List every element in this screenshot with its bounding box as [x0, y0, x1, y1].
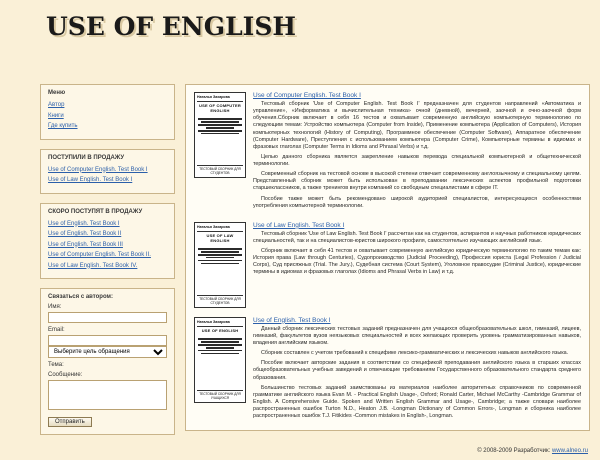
book-cover — [194, 222, 246, 308]
menu-title: Меню — [48, 90, 66, 96]
book-paragraph: Сборник включает в себя 41 тестов и охватывает современную английскую юридическую терминологию по таким темам как: История права (Law through Centuries), Судопроизводство (Judicial Proceeding), Профессия юриста (Legal Profession / Judicial Corps), Суд присяжных (Trial. The Jury.), Судебная система (Court System), Уголовное правосудие (Criminal Justice), юридические термины в идиомах и фразовых глаголах (Idioms and Phrasal Verbs in Law) и т.д. — [253, 248, 581, 276]
cover-title: USE OF COMPUTER ENGLISH — [199, 103, 241, 114]
book-paragraph: Тестовый сборник 'Use of Law English. Test Book I' рассчитан как на студентов, аспирантов и научных работников юридических специальностей, так и на специалистов-юристов широкого профиля, самостоятельно изучающих английский язык. — [253, 230, 581, 244]
book-paragraph: Пособие включает авторские задания в соответствии со спецификой преподавания английского языка в старших классах общеобразовательных учебных заведений и отвечающие требованиям Государственного образовательного стандарта среднего образования. — [253, 360, 581, 381]
cover-title: USE OF ENGLISH — [201, 328, 239, 334]
contact-form-box — [40, 288, 175, 435]
book-paragraph: Пособие также может быть рекомендовано широкой аудиторией специалистов, интересующихся особенностями употребления компьютерной терминологии. — [253, 195, 581, 209]
cover-text-placeholder — [197, 117, 243, 165]
cover-divider — [197, 231, 243, 232]
contact-form-title: Связаться с автором: — [48, 294, 113, 300]
book-body — [253, 222, 581, 308]
message-field[interactable] — [48, 380, 167, 410]
developer-link[interactable]: www.alneo.ru — [551, 448, 588, 454]
cover-title: USE OF LAW ENGLISH — [206, 233, 234, 244]
books-panel — [185, 84, 590, 431]
name-field[interactable] — [48, 312, 167, 323]
site-header — [0, 0, 600, 62]
book-body — [253, 317, 581, 424]
coming-soon-item-english-2[interactable]: Use of English. Test Book II — [48, 231, 122, 237]
email-field[interactable] — [48, 335, 167, 346]
coming-soon-item-law-english-4[interactable]: Use of Law English. Test Book IV. — [48, 262, 138, 269]
book-paragraph: Данный сборник лексических тестовых заданий предназначен для учащихся общеобразовательных школ, гимназий, лицеев, гимназий, факультетов вузов неязыковых специальностей и всех желающих проверить уровень грамматизированных навыков, владения английским языком. — [253, 325, 581, 346]
cover-footer: ТЕСТОВЫЙ СБОРНИК ДЛЯ УЧАЩИХСЯ — [197, 390, 243, 400]
book-title-link-computer-english-1[interactable]: Use of Computer English. Test Book I — [253, 92, 361, 99]
book-entry — [194, 317, 581, 424]
page-title: USE OF ENGLISH — [46, 12, 297, 41]
book-entry — [194, 222, 581, 308]
on-sale-item-computer-english-1[interactable]: Use of Computer English. Test Book I — [48, 166, 148, 173]
book-paragraph: Тестовый сборник 'Use of Computer English. Test Book I' предназначен для студентов направлений «Автоматика и управление», «Информатика и вычислительная техника» очной (дневной), вечерней, заочной и очно-заочной форм обучения.Сборник включает в себя 16 тестов и охватывает современную английскую компьютерную терминологию по следующим темам: Устройство компьютера (Computer from Inside), Применение компьютера (Application of Computers), История компьютерных технологий (History of Computing), Программное обеспечение (Computer Software), Аппаратное обеспечение (Computer Hardware), Преступления с использованием компьютера (Computer Crime), Компьютерные термины в идиомах и фразовых глаголах (Computer Terms in Idioms and Phrasal Verbs) и т.д. — [253, 101, 581, 150]
on-sale-title: ПОСТУПИЛИ В ПРОДАЖУ — [48, 154, 125, 161]
submit-button[interactable]: Отправить — [48, 417, 92, 427]
cover-text-placeholder — [197, 337, 243, 390]
on-sale-box — [40, 149, 175, 194]
cover-divider — [197, 101, 243, 102]
coming-soon-box — [40, 203, 175, 280]
name-label: Имя: — [48, 304, 62, 310]
coming-soon-item-english-1[interactable]: Use of English. Test Book I — [48, 220, 120, 227]
book-cover — [194, 92, 246, 178]
book-paragraph: Современный сборник на тестовой основе в высокой степени отвечает современному англоязычному и специальному целям. Представленный сборник может быть использован в преподавании лексических аспектов профильной подготовки старшеклассников, а также тренингов внутри компаний со свободным специалистами в сфере IT. — [253, 171, 581, 192]
book-title-link-english-1[interactable]: Use of English. Test Book I — [253, 316, 331, 324]
message-label: Сообщение: — [48, 372, 83, 378]
book-paragraph: Большинство тестовых заданий заимствованы из материалов наиболее авторитетных справочников по современной грамматике английского языка Evan M. - Practical English Usage-, Oxford; Ronald Carter, Michael McCarthy -Cambridge Grammar of English. A Comprehensive Guide. Spoken and Written English Grammar and Usage-, Cambridge; а также словари наиболее распространенных ошибок Turton N.D., Heaton J.B. -Longman Dictionary of Common Errors-, Longman и сборника наиболее распространенных ошибок T.J. Fitikides -Common mistakes in English-, Longman. — [253, 384, 581, 420]
copyright-text: © 2008-2009 Разработчик: — [477, 448, 551, 454]
coming-soon-item-computer-english-2[interactable]: Use of Computer English. Test Book II. — [48, 252, 151, 258]
cover-author: Наталья Захарова — [197, 95, 230, 99]
email-label: Email: — [48, 327, 65, 333]
book-cover — [194, 317, 246, 403]
coming-soon-item-english-3[interactable]: Use of English. Test Book III — [48, 241, 123, 248]
subject-label: Тема: — [48, 362, 64, 368]
content-area — [0, 62, 600, 444]
cover-text-placeholder — [197, 247, 243, 295]
menu-box — [40, 84, 175, 140]
book-paragraph: Сборник составлен с учетом требований к специфике лексико-грамматических и лексических навыков английского языка. — [261, 350, 569, 357]
book-entry — [194, 92, 581, 213]
cover-author: Наталья Захарова — [197, 224, 230, 229]
coming-soon-title: СКОРО ПОСТУПЯТ В ПРОДАЖУ — [48, 208, 143, 215]
cover-divider — [197, 326, 243, 327]
main-column — [185, 62, 590, 444]
sidebar-item-author[interactable]: Автор — [48, 102, 65, 108]
subject-select[interactable] — [48, 346, 167, 358]
cover-footer: ТЕСТОВЫЙ СБОРНИК ДЛЯ СТУДЕНТОВ — [197, 165, 243, 175]
sidebar-item-where-to-buy[interactable]: Где купить — [48, 123, 78, 129]
book-body — [253, 92, 581, 213]
cover-footer: ТЕСТОВЫЙ СБОРНИК ДЛЯ СТУДЕНТОВ — [197, 295, 243, 305]
cover-author: Наталья Захарова — [197, 319, 230, 324]
sidebar-item-books[interactable]: Книги — [48, 112, 64, 119]
sidebar — [40, 62, 175, 444]
footer — [477, 448, 588, 454]
on-sale-item-law-english-1[interactable]: Use of Law English. Test Book I — [48, 177, 133, 183]
book-title-link-law-english-1[interactable]: Use of Law English. Test Book I — [253, 221, 345, 229]
book-paragraph: Целью данного сборника является закрепление навыков перевода специальной компьютерной и общетехнической терминологии. — [253, 153, 581, 167]
